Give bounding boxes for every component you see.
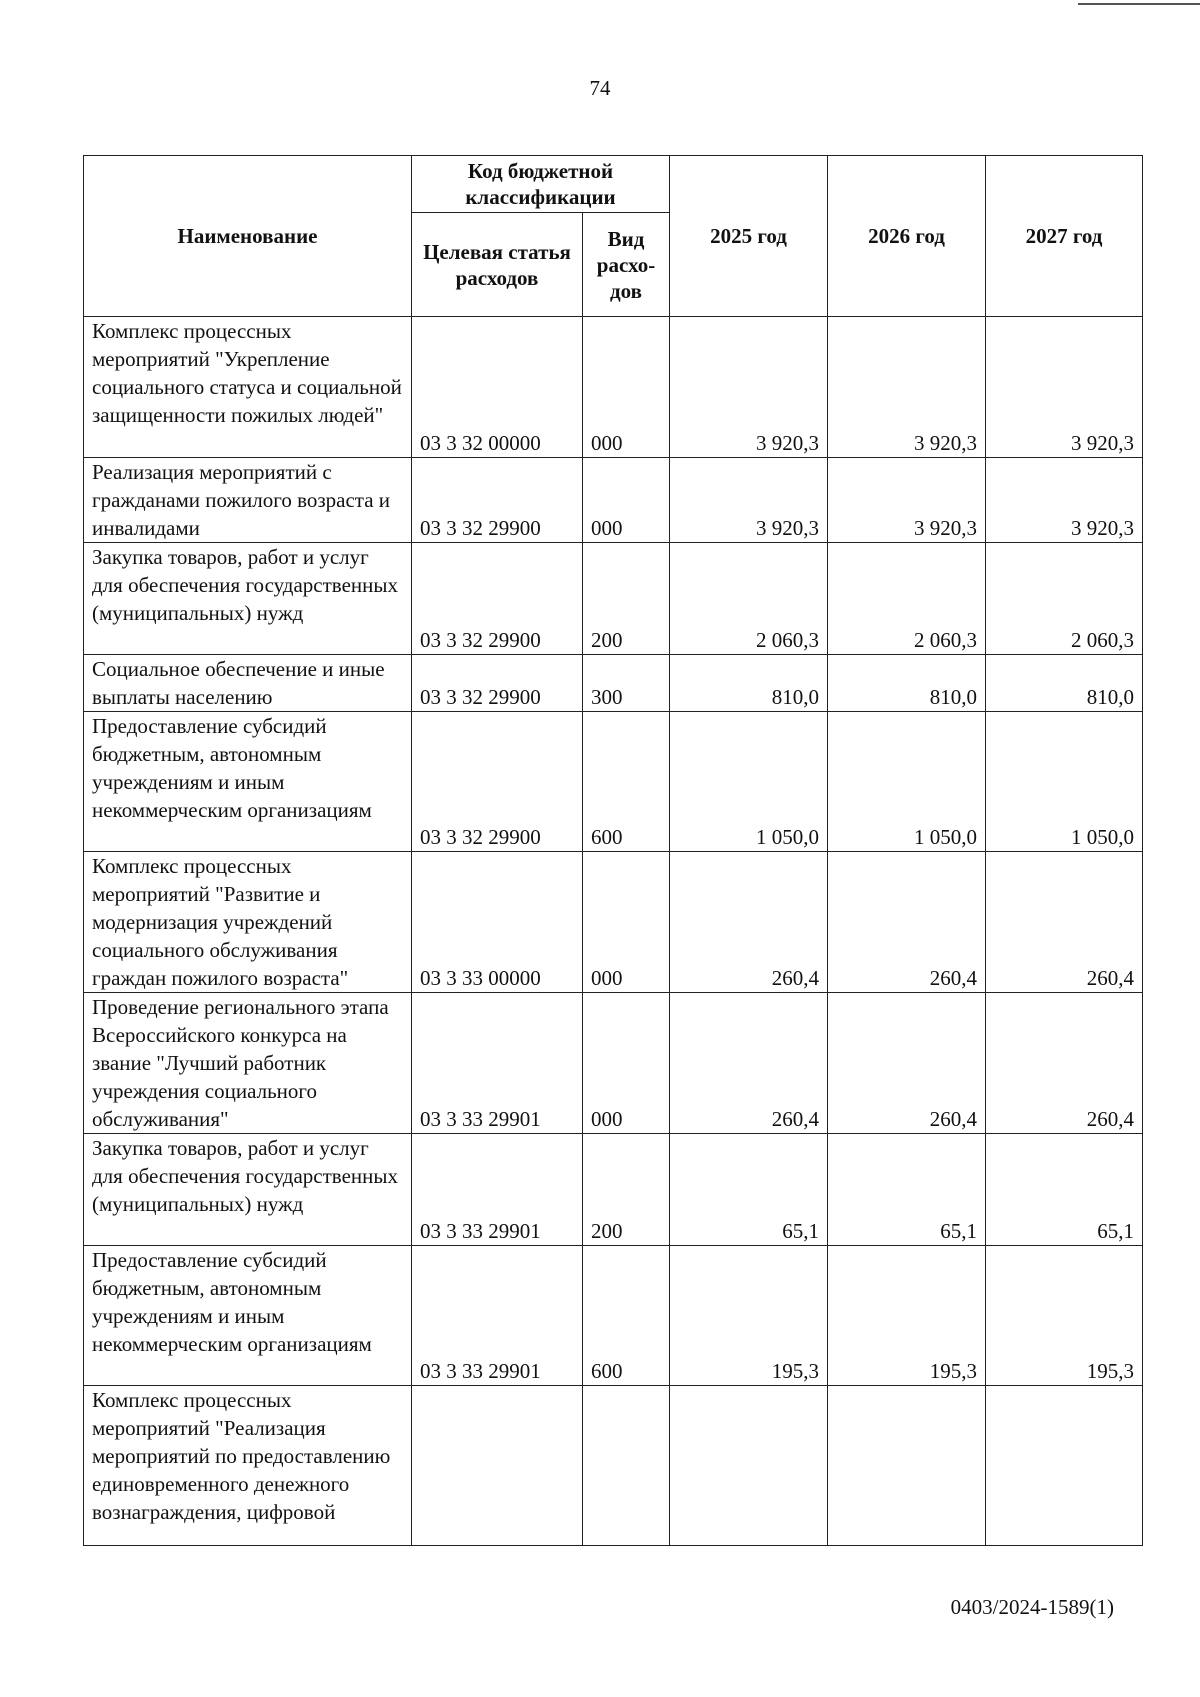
table-body [84,317,1143,1546]
table-row [84,712,1143,852]
row-target-article: 03 3 32 00000 [412,317,583,458]
header-year-2025: 2025 год [670,156,828,317]
row-expense-type: 300 [583,655,670,712]
row-name: Предоставление субсидий бюджетным, автономным учреждениям и иным некоммерческим организациям [84,1246,412,1386]
row-value-2025: 3 920,3 [670,458,828,543]
row-target-article [412,1386,583,1546]
header-year-2027: 2027 год [986,156,1143,317]
row-name: Закупка товаров, работ и услуг для обеспечения государственных (муниципальных) нужд [84,543,412,655]
row-expense-type: 600 [583,712,670,852]
row-target-article: 03 3 32 29900 [412,458,583,543]
row-name: Проведение регионального этапа Всероссийского конкурса на звание "Лучший работник учреждения социального обслуживания" [84,993,412,1134]
table-row [84,458,1143,543]
row-value-2027: 65,1 [986,1134,1143,1246]
row-value-2025: 810,0 [670,655,828,712]
header-year-2026: 2026 год [828,156,986,317]
row-value-2025: 195,3 [670,1246,828,1386]
row-value-2025: 65,1 [670,1134,828,1246]
row-value-2026: 260,4 [828,993,986,1134]
row-target-article: 03 3 33 29901 [412,1134,583,1246]
row-expense-type: 600 [583,1246,670,1386]
row-expense-type: 000 [583,993,670,1134]
row-value-2025: 2 060,3 [670,543,828,655]
table-row [84,317,1143,458]
row-value-2026: 1 050,0 [828,712,986,852]
row-value-2025: 260,4 [670,993,828,1134]
row-name: Социальное обеспечение и иные выплаты населению [84,655,412,712]
row-value-2026: 65,1 [828,1134,986,1246]
row-target-article: 03 3 33 00000 [412,852,583,993]
row-name: Комплекс процессных мероприятий "Реализация мероприятий по предоставлению единовременного денежного вознаграждения, цифровой [84,1386,412,1546]
table-header [84,156,1143,317]
row-name: Предоставление субсидий бюджетным, автономным учреждениям и иным некоммерческим организациям [84,712,412,852]
row-value-2026: 195,3 [828,1246,986,1386]
table-row [84,543,1143,655]
budget-table [83,155,1143,1546]
row-value-2027: 3 920,3 [986,317,1143,458]
table-row [84,655,1143,712]
row-value-2027: 810,0 [986,655,1143,712]
row-target-article: 03 3 32 29900 [412,712,583,852]
row-value-2026: 3 920,3 [828,458,986,543]
row-expense-type: 000 [583,317,670,458]
row-value-2027: 260,4 [986,993,1143,1134]
row-value-2027: 260,4 [986,852,1143,993]
row-value-2027: 3 920,3 [986,458,1143,543]
row-value-2025 [670,1386,828,1546]
table-row [84,1246,1143,1386]
row-target-article: 03 3 32 29900 [412,655,583,712]
row-name: Комплекс процессных мероприятий "Укрепление социального статуса и социальной защищенности пожилых людей" [84,317,412,458]
row-value-2026: 2 060,3 [828,543,986,655]
row-expense-type: 000 [583,458,670,543]
row-value-2027: 195,3 [986,1246,1143,1386]
row-name: Закупка товаров, работ и услуг для обеспечения государственных (муниципальных) нужд [84,1134,412,1246]
page-number: 74 [589,76,611,100]
row-value-2025: 3 920,3 [670,317,828,458]
row-expense-type: 200 [583,1134,670,1246]
row-expense-type [583,1386,670,1546]
row-name: Реализация мероприятий с гражданами пожилого возраста и инвалидами [84,458,412,543]
header-expense-type: Вид расхо-дов [583,213,670,317]
row-value-2026: 260,4 [828,852,986,993]
row-value-2026: 810,0 [828,655,986,712]
row-value-2025: 260,4 [670,852,828,993]
row-value-2025: 1 050,0 [670,712,828,852]
header-kbk-group: Код бюджетной классификации [412,156,670,213]
table-row [84,1134,1143,1246]
header-target-article: Целевая статья расходов [412,213,583,317]
document-code: 0403/2024-1589(1) [950,1595,1114,1619]
row-target-article: 03 3 33 29901 [412,1246,583,1386]
table-row [84,1386,1143,1546]
table-row [84,852,1143,993]
row-value-2027 [986,1386,1143,1546]
table-row [84,993,1143,1134]
header-name: Наименование [84,156,412,317]
row-expense-type: 200 [583,543,670,655]
row-value-2026: 3 920,3 [828,317,986,458]
row-name: Комплекс процессных мероприятий "Развитие и модернизация учреждений социального обслуживания граждан пожилого возраста" [84,852,412,993]
row-target-article: 03 3 32 29900 [412,543,583,655]
top-edge-rule [1078,3,1200,5]
row-value-2026 [828,1386,986,1546]
row-target-article: 03 3 33 29901 [412,993,583,1134]
row-expense-type: 000 [583,852,670,993]
row-value-2027: 2 060,3 [986,543,1143,655]
row-value-2027: 1 050,0 [986,712,1143,852]
